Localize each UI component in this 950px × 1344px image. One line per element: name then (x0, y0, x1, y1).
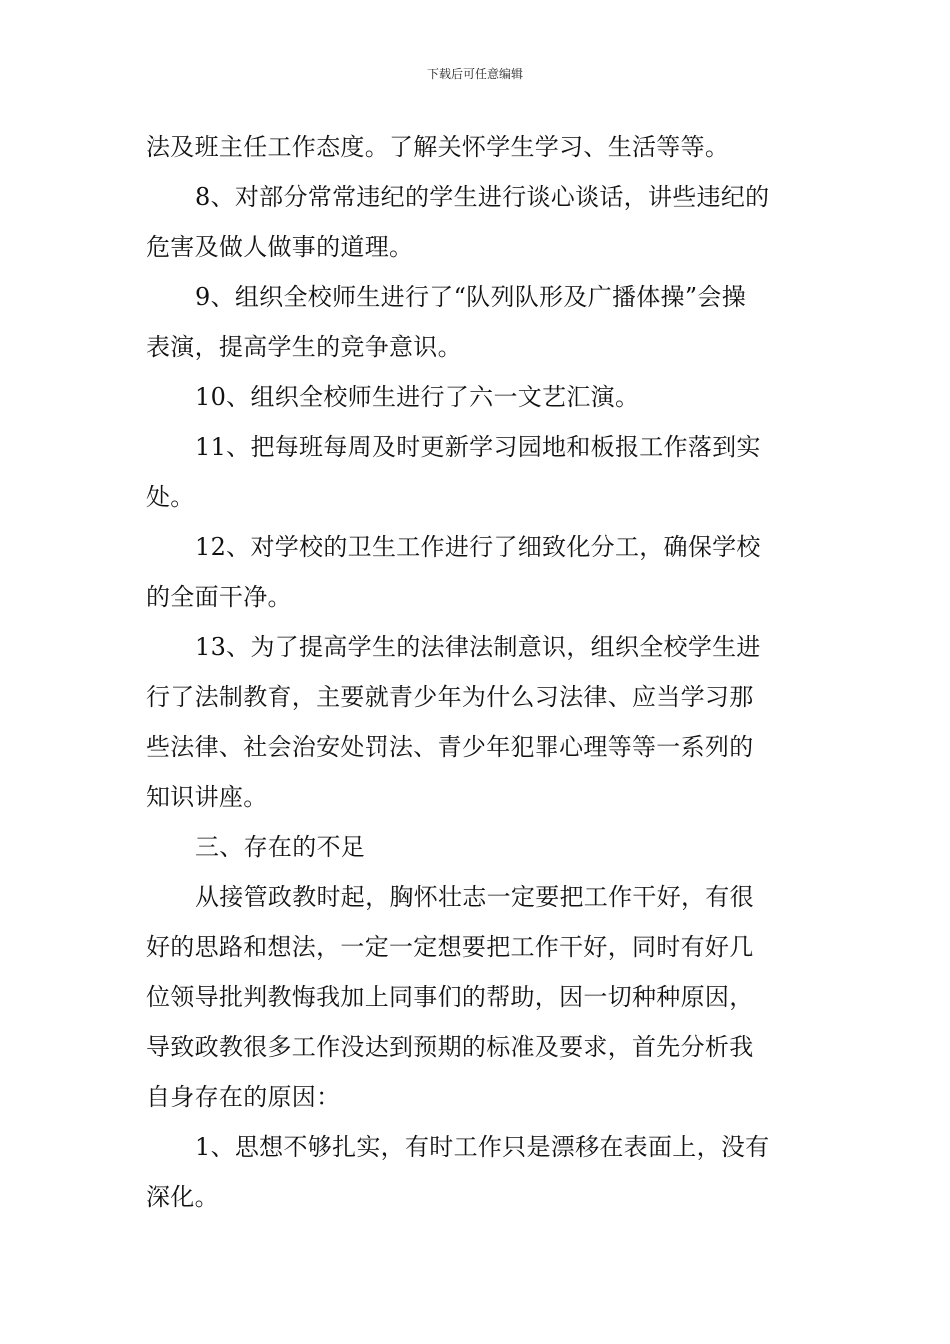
text-line: 法及班主任工作态度。了解关怀学生学习、生活等等。 (146, 133, 730, 161)
text-line: 自身存在的原因： (146, 1083, 341, 1111)
text-line: 12、对学校的卫生工作进行了细致化分工，确保学校 (195, 533, 761, 561)
text-line: 9、组织全校师生进行了“队列队形及广播体操”会操 (195, 283, 747, 311)
text-line: 知识讲座。 (146, 783, 268, 811)
page-header: 下载后可任意编辑 (426, 67, 523, 81)
text-line: 13、为了提高学生的法律法制意识，组织全校学生进 (195, 633, 761, 661)
section-heading: 三、存在的不足 (195, 833, 366, 861)
text-line: 8、对部分常常违纪的学生进行谈心谈话，讲些违纪的 (195, 183, 770, 211)
text-line: 1、思想不够扎实，有时工作只是漂移在表面上，没有 (195, 1133, 770, 1161)
text-line: 从接管政教时起，胸怀壮志一定要把工作干好，有很 (195, 883, 754, 911)
text-line: 深化。 (146, 1183, 219, 1211)
text-line: 导致政教很多工作没达到预期的标准及要求，首先分析我 (146, 1033, 754, 1061)
text-line: 11、把每班每周及时更新学习园地和板报工作落到实 (195, 433, 761, 461)
text-line: 的全面干净。 (146, 583, 292, 611)
text-line: 表演，提高学生的竞争意识。 (146, 333, 462, 361)
text-line: 行了法制教育，主要就青少年为什么习法律、应当学习那 (146, 683, 754, 711)
text-line: 10、组织全校师生进行了六一文艺汇演。 (195, 383, 640, 411)
text-line: 些法律、社会治安处罚法、青少年犯罪心理等等一系列的 (146, 733, 754, 761)
text-line: 危害及做人做事的道理。 (146, 233, 414, 261)
text-line: 位领导批判教悔我加上同事们的帮助，因一切种种原因， (146, 983, 754, 1011)
body-text (146, 122, 806, 1222)
text-line: 处。 (146, 483, 195, 511)
text-line: 好的思路和想法，一定一定想要把工作干好，同时有好几 (146, 933, 754, 961)
